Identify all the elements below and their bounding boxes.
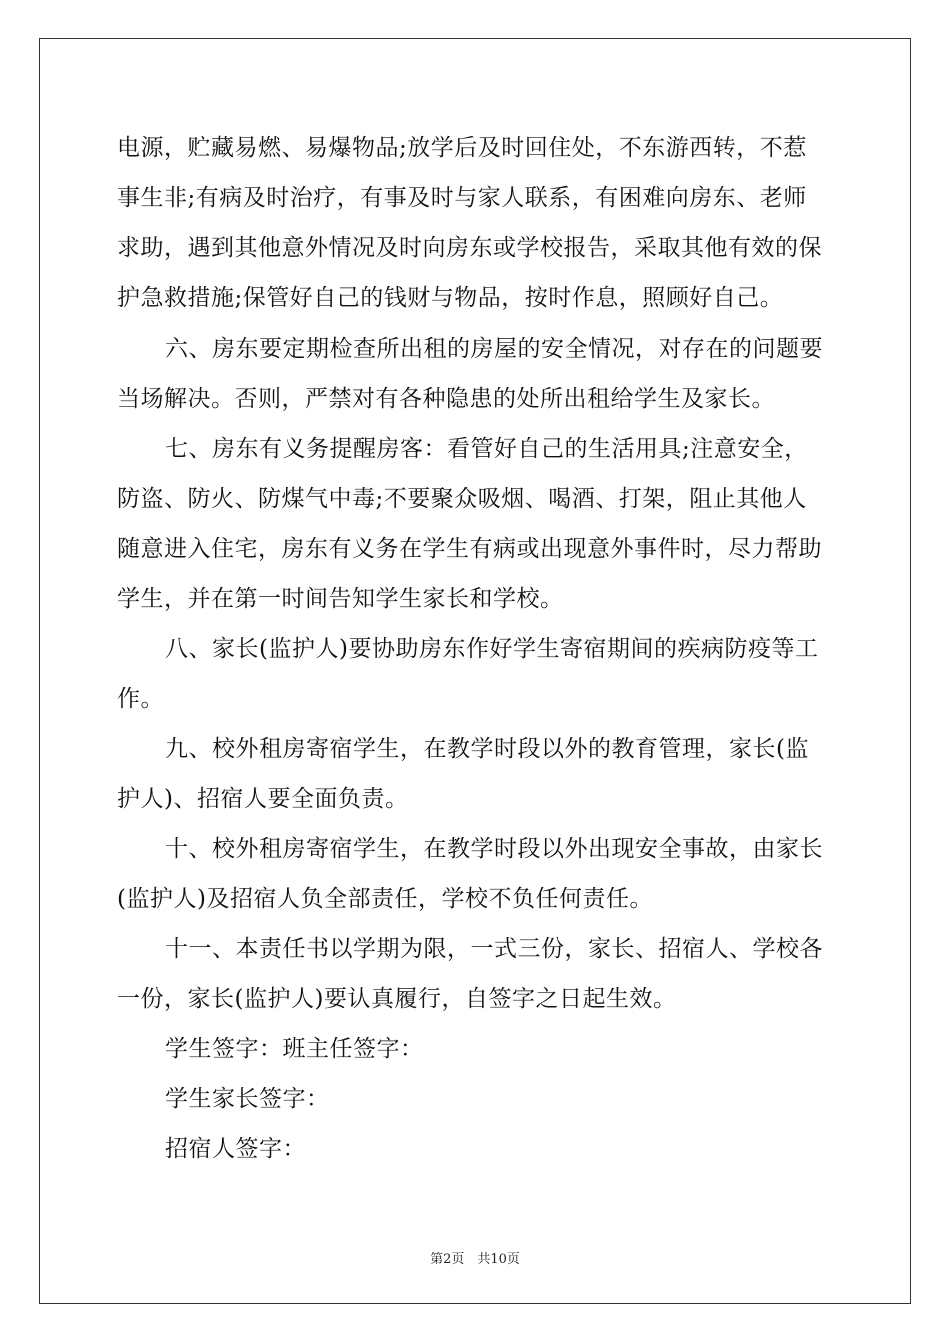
parent-signature-line: 学生家长签字： [165, 1086, 330, 1112]
host-signature-line: 招宿人签字： [165, 1136, 306, 1162]
paragraph-seven-line: 七、房东有义务提醒房客：看管好自己的生活用具;注意安全， [165, 436, 808, 462]
paragraph-ten-line: 十、校外租房寄宿学生，在教学时段以外出现安全事故，由家长 [165, 836, 823, 862]
paragraph-eleven-line: 十一、本责任书以学期为限，一式三份，家长、招宿人、学校各 [165, 936, 823, 962]
document-body [117, 126, 837, 1186]
text-line: 事生非;有病及时治疗，有事及时与家人联系，有困难向房东、老师 [117, 185, 807, 211]
text-line: (监护人)及招宿人负全部责任，学校不负任何责任。 [117, 886, 653, 912]
paragraph-eight-line: 八、家长(监护人)要协助房东作好学生寄宿期间的疾病防疫等工 [165, 636, 819, 662]
text-line: 护急救措施;保管好自己的钱财与物品，按时作息，照顾好自己。 [117, 285, 784, 311]
student-signature-line: 学生签字：班主任签字： [165, 1036, 424, 1062]
text-line: 学生，并在第一时间告知学生家长和学校。 [117, 586, 564, 612]
text-line: 一份，家长(监护人)要认真履行，自签字之日起生效。 [117, 986, 677, 1012]
text-line: 防盗、防火、防煤气中毒;不要聚众吸烟、喝酒、打架，阻止其他人 [117, 486, 807, 512]
text-line: 求助，遇到其他意外情况及时向房东或学校报告，采取其他有效的保 [117, 235, 822, 261]
text-line: 电源，贮藏易燃、易爆物品;放学后及时回住处，不东游西转，不惹 [117, 135, 807, 161]
text-line: 随意进入住宅，房东有义务在学生有病或出现意外事件时，尽力帮助 [117, 536, 822, 562]
paragraph-nine-line: 九、校外租房寄宿学生，在教学时段以外的教育管理，家长(监 [165, 736, 809, 762]
text-line: 当场解决。否则，严禁对有各种隐患的处所出租给学生及家长。 [117, 386, 775, 412]
page-number-footer: 第2页 共10页 [430, 1252, 520, 1267]
text-line: 作。 [117, 686, 164, 712]
paragraph-six-line: 六、房东要定期检查所出租的房屋的安全情况，对存在的问题要 [165, 336, 823, 362]
text-line: 护人)、招宿人要全面负责。 [117, 786, 409, 812]
